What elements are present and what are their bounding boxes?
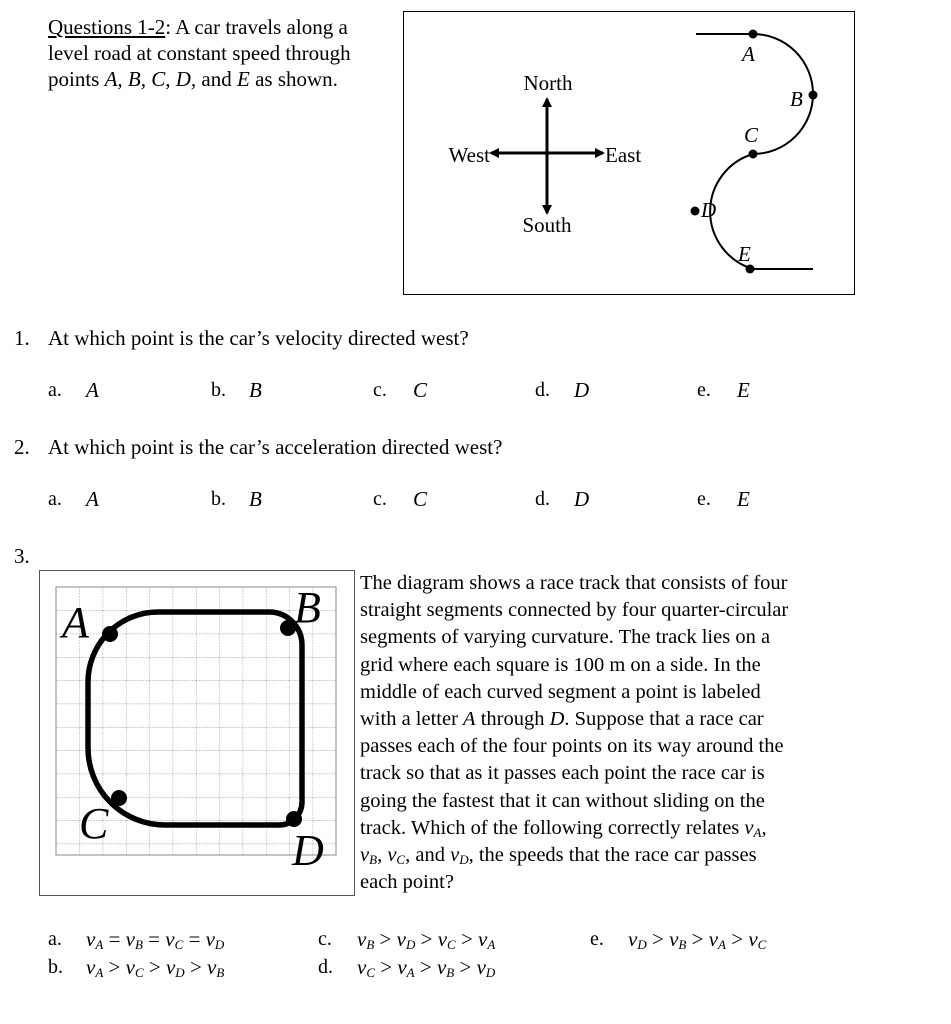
- intro-line-1: Questions 1-2: A car travels along a: [48, 15, 348, 39]
- track-point-a-label: A: [62, 598, 89, 647]
- q1-option-e-letter: e.: [697, 379, 711, 401]
- point-b-dot: [809, 91, 818, 100]
- intro-line-2: level road at constant speed through: [48, 41, 351, 65]
- track-point-d-label: D: [292, 826, 324, 875]
- q1-option-c-letter: c.: [373, 379, 387, 401]
- q2-option-b-letter: b.: [211, 488, 226, 510]
- path-figure: [403, 11, 855, 296]
- q1-text: At which point is the car’s velocity directed west?: [48, 326, 469, 350]
- west-label: West: [448, 143, 490, 167]
- q2-option-b[interactable]: B: [249, 487, 262, 511]
- south-label: South: [522, 213, 572, 237]
- q1-number: 1.: [14, 326, 30, 350]
- q1-option-b[interactable]: B: [249, 378, 262, 402]
- point-c-dot: [749, 150, 758, 159]
- q3-option-e[interactable]: $v_D > v_B > v_A > v_C$: [628, 927, 767, 952]
- q2-option-e-letter: e.: [697, 488, 711, 510]
- north-label: North: [523, 71, 573, 95]
- q3-option-d[interactable]: $v_C > v_A > v_B > v_D$: [357, 955, 496, 980]
- q3-option-d-letter: d.: [318, 956, 333, 978]
- q1-option-e[interactable]: E: [737, 378, 750, 402]
- intro-text: [48, 14, 351, 92]
- point-d-dot: [691, 207, 700, 216]
- q3-number: 3.: [14, 544, 30, 568]
- q2-option-a[interactable]: A: [86, 487, 99, 511]
- q2-option-a-letter: a.: [48, 488, 62, 510]
- track-point-c-dot: [111, 790, 127, 806]
- track-point-d-dot: [286, 811, 302, 827]
- q3-option-a-letter: a.: [48, 928, 62, 950]
- q1-option-b-letter: b.: [211, 379, 226, 401]
- q1-option-d[interactable]: D: [574, 378, 590, 402]
- track-point-c-label: C: [79, 799, 109, 848]
- q3-option-c[interactable]: $v_B > v_D > v_C > v_A$: [357, 927, 496, 952]
- track-point-b-label: B: [294, 583, 321, 632]
- race-track-figure: [39, 570, 355, 896]
- point-a-dot: [749, 30, 758, 39]
- east-label: East: [605, 143, 642, 167]
- q2-number: 2.: [14, 435, 30, 459]
- intro-heading: Questions 1-2: [48, 15, 166, 39]
- q3-option-c-letter: c.: [318, 928, 332, 950]
- q3-option-e-letter: e.: [590, 928, 604, 950]
- q1-option-a-letter: a.: [48, 379, 62, 401]
- q2-option-c-letter: c.: [373, 488, 387, 510]
- q2-option-d-letter: d.: [535, 488, 550, 510]
- q3-option-b-letter: b.: [48, 956, 63, 978]
- intro-line-3: points A, B, C, D, and E as shown.: [48, 67, 338, 91]
- point-a-label: A: [742, 42, 755, 66]
- q2-text: At which point is the car’s acceleration directed west?: [48, 435, 503, 459]
- point-b-label: B: [790, 87, 803, 111]
- q1-option-a[interactable]: A: [86, 378, 99, 402]
- q2-option-d[interactable]: D: [574, 487, 590, 511]
- q3-option-b[interactable]: $v_A > v_C > v_D > v_B$: [86, 955, 225, 980]
- track-point-a-dot: [102, 626, 118, 642]
- point-d-label: D: [701, 198, 717, 222]
- q3-paragraph: The diagram shows a race track that consists of four straight segments connected by four quarter-circular segments of varying curvature. The track lies on a grid where each square is 100 m on a side. In the middle of each curved segment a point is labeled with a letter A through D. Suppose that a race car passes each of the four points on its way around the track so that as it passes each point the race car is going the fastest that it can without sliding on the track. Which of the following correctly relates $v_A$, $v_B$, $v_C$, and $v_D$, the speeds that the race car passes each point?: [360, 572, 789, 894]
- point-e-label: E: [738, 242, 751, 266]
- q2-option-e[interactable]: E: [737, 487, 750, 511]
- q1-option-d-letter: d.: [535, 379, 550, 401]
- q3-option-a[interactable]: $v_A = v_B = v_C = v_D$: [86, 927, 225, 952]
- point-c-label: C: [744, 123, 759, 147]
- q1-option-c[interactable]: C: [413, 378, 428, 402]
- q2-option-c[interactable]: C: [413, 487, 428, 511]
